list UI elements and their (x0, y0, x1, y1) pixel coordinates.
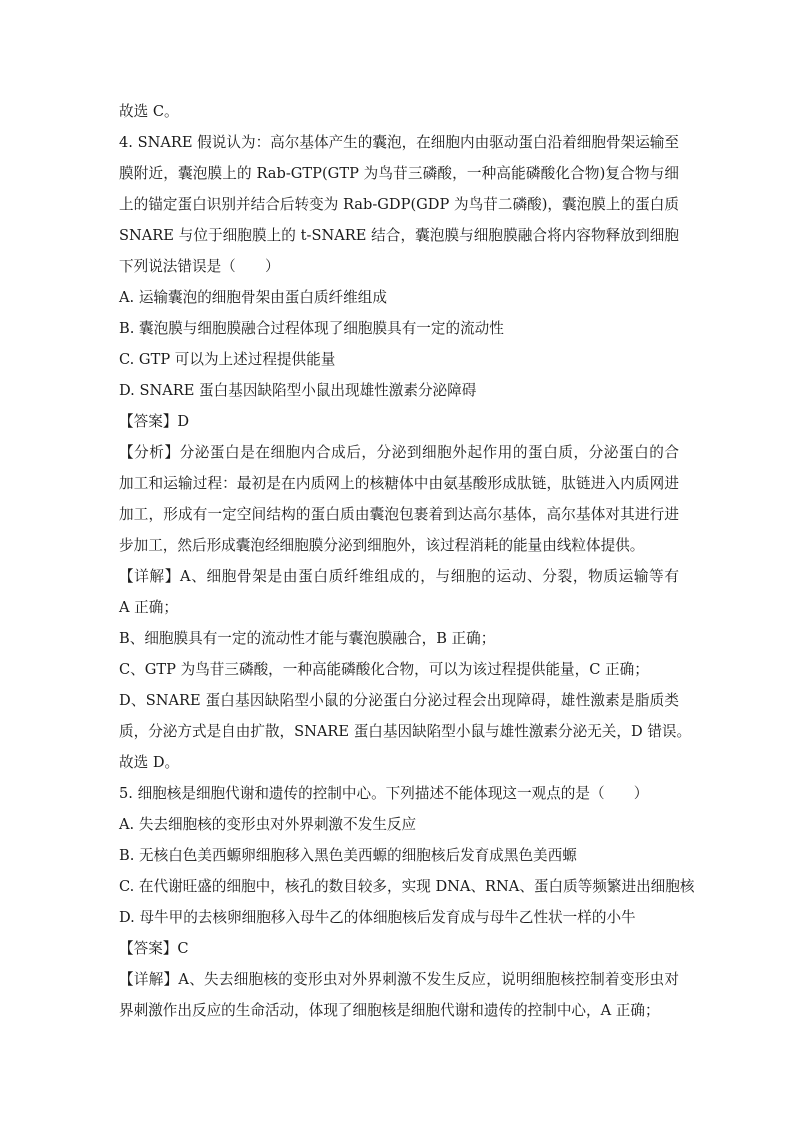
answer-label: 【答案】C (119, 940, 189, 957)
detail-text: A 正确； (119, 599, 178, 616)
detail-text: 【详解】A、细胞骨架是由蛋白质纤维组成的，与细胞的运动、分裂，物质运输等有 (119, 568, 679, 585)
option-c: C. GTP 可以为上述过程提供能量 (119, 351, 336, 368)
option-d: D. 母牛甲的去核卵细胞移入母牛乙的体细胞核后发育成与母牛乙性状一样的小牛 (119, 909, 636, 926)
detail-text: 质，分泌方式是自由扩散，SNARE 蛋白基因缺陷型小鼠与雄性激素分泌无关，D 错误。 (119, 723, 692, 740)
detail-text: C、GTP 为鸟苷三磷酸，一种高能磷酸化合物，可以为该过程提供能量，C 正确； (119, 661, 649, 678)
text-line: 故选 D。 (119, 754, 180, 771)
option-d: D. SNARE 蛋白基因缺陷型小鼠出现雄性激素分泌障碍 (119, 382, 477, 399)
question-4-text: 4. SNARE 假说认为：高尔基体产生的囊泡，在细胞内由驱动蛋白沿着细胞骨架运输至 (119, 134, 679, 151)
option-c: C. 在代谢旺盛的细胞中，核孔的数目较多，实现 DNA、RNA、蛋白质等频繁进出细胞核 (119, 878, 695, 895)
option-b: B. 无核白色美西螈卵细胞移入黑色美西螈的细胞核后发育成黑色美西螈 (119, 847, 577, 864)
detail-text: B、细胞膜具有一定的流动性才能与囊泡膜融合，B 正确； (119, 630, 496, 647)
analysis-text: 步加工，然后形成囊泡经细胞膜分泌到细胞外，该过程消耗的能量由线粒体提供。 (119, 537, 645, 554)
analysis-text: 加工，形成有一定空间结构的蛋白质由囊泡包裹着到达高尔基体，高尔基体对其进行进 (119, 506, 679, 523)
analysis-text: 【分析】分泌蛋白是在细胞内合成后，分泌到细胞外起作用的蛋白质，分泌蛋白的合 (119, 444, 679, 461)
option-b: B. 囊泡膜与细胞膜融合过程体现了细胞膜具有一定的流动性 (119, 320, 504, 337)
answer-label: 【答案】D (119, 413, 190, 430)
detail-text: D、SNARE 蛋白基因缺陷型小鼠的分泌蛋白分泌过程会出现障碍，雄性激素是脂质类 (119, 692, 679, 709)
detail-text: 界刺激作出反应的生命活动，体现了细胞核是细胞代谢和遗传的控制中心，A 正确； (119, 1002, 660, 1019)
question-4-text: 上的锚定蛋白识别并结合后转变为 Rab-GDP(GDP 为鸟苷二磷酸)，囊泡膜上的蛋白质 (119, 196, 679, 213)
detail-text: 【详解】A、失去细胞核的变形虫对外界刺激不发生反应，说明细胞核控制着变形虫对 (119, 971, 679, 988)
question-5-text: 5. 细胞核是细胞代谢和遗传的控制中心。下列描述不能体现这一观点的是（ ） (119, 785, 649, 802)
document-body (119, 96, 695, 1026)
option-a: A. 失去细胞核的变形虫对外界刺激不发生反应 (119, 816, 417, 833)
question-4-prompt: 下列说法错误是（ ） (119, 258, 280, 275)
question-4-text: 膜附近，囊泡膜上的 Rab-GTP(GTP 为鸟苷三磷酸，一种高能磷酸化合物)复合物与细 (119, 165, 679, 182)
option-a: A. 运输囊泡的细胞骨架由蛋白质纤维组成 (119, 289, 387, 306)
analysis-text: 加工和运输过程：最初是在内质网上的核糖体中由氨基酸形成肽链，肽链进入内质网进 (119, 475, 679, 492)
text-line: 故选 C。 (119, 103, 179, 120)
question-4-text: SNARE 与位于细胞膜上的 t-SNARE 结合，囊泡膜与细胞膜融合将内容物释放到细胞 (119, 227, 679, 244)
